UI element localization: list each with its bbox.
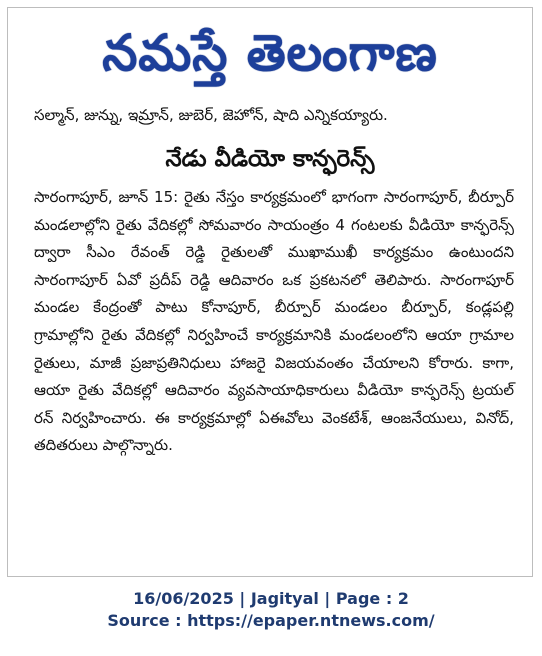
article-body: సారంగాపూర్, జూన్ 15: రైతు నేస్తం కార్యక్రమంలో భాగంగా సారంగాపూర్, బీర్పూర్ మండలాల్లోని రైతు వేదికల్లో సోమవారం సాయంత్రం 4 గంటలకు వీడియో కాన్ఫరెన్స్ ద్వారా సీఎం రేవంత్ రెడ్డి రైతులతో ముఖాముఖీ కార్యక్రమం ఉంటుందని సారంగాపూర్ ఏవో ప్రదీప్ రెడ్డి ఆదివారం ఒక ప్రకటనలో తెలిపారు. సారంగాపూర్ మండల కేంద్రంతో పాటు కోనాపూర్, బీర్పూర్ మండలం బీర్పూర్, కండ్లపల్లి గ్రామాల్లోని రైతు వేదికల్లో నిర్వహించే కార్యక్రమానికి మండలంలోని ఆయా గ్రామాల రైతులు, మాజీ ప్రజాప్రతినిధులు హాజరై విజయవంతం చేయాలని కోరారు. కాగా, ఆయా రైతు వేదికల్లో ఆదివారం వ్యవసాయాధికారులు వీడియో కాన్ఫరెన్స్ ట్రయల్ రన్ నిర్వహించారు. ఈ కార్యక్రమాల్లో ఏఈవోలు వెంకటేశ్, ఆంజనేయులు, వినోద్, తదితరులు పాల్గొన్నారు. bbox=[34, 188, 514, 455]
footer-source-line: Source : https://epaper.ntnews.com/ bbox=[107, 611, 435, 630]
footer bbox=[0, 588, 542, 632]
clipping-frame bbox=[7, 7, 533, 577]
footer-date-line: 16/06/2025 | Jagityal | Page : 2 bbox=[133, 589, 409, 608]
article-headline: నేడు వీడియో కాన్ఫరెన్స్ bbox=[165, 146, 375, 172]
names-line: సల్మాన్, జున్ను, ఇమ్రాన్, జుబెర్, జెహోన్, షాది ఎన్నికయ్యారు. bbox=[34, 106, 388, 124]
newspaper-masthead: నమస్తే తెలంగాణ bbox=[102, 23, 438, 82]
